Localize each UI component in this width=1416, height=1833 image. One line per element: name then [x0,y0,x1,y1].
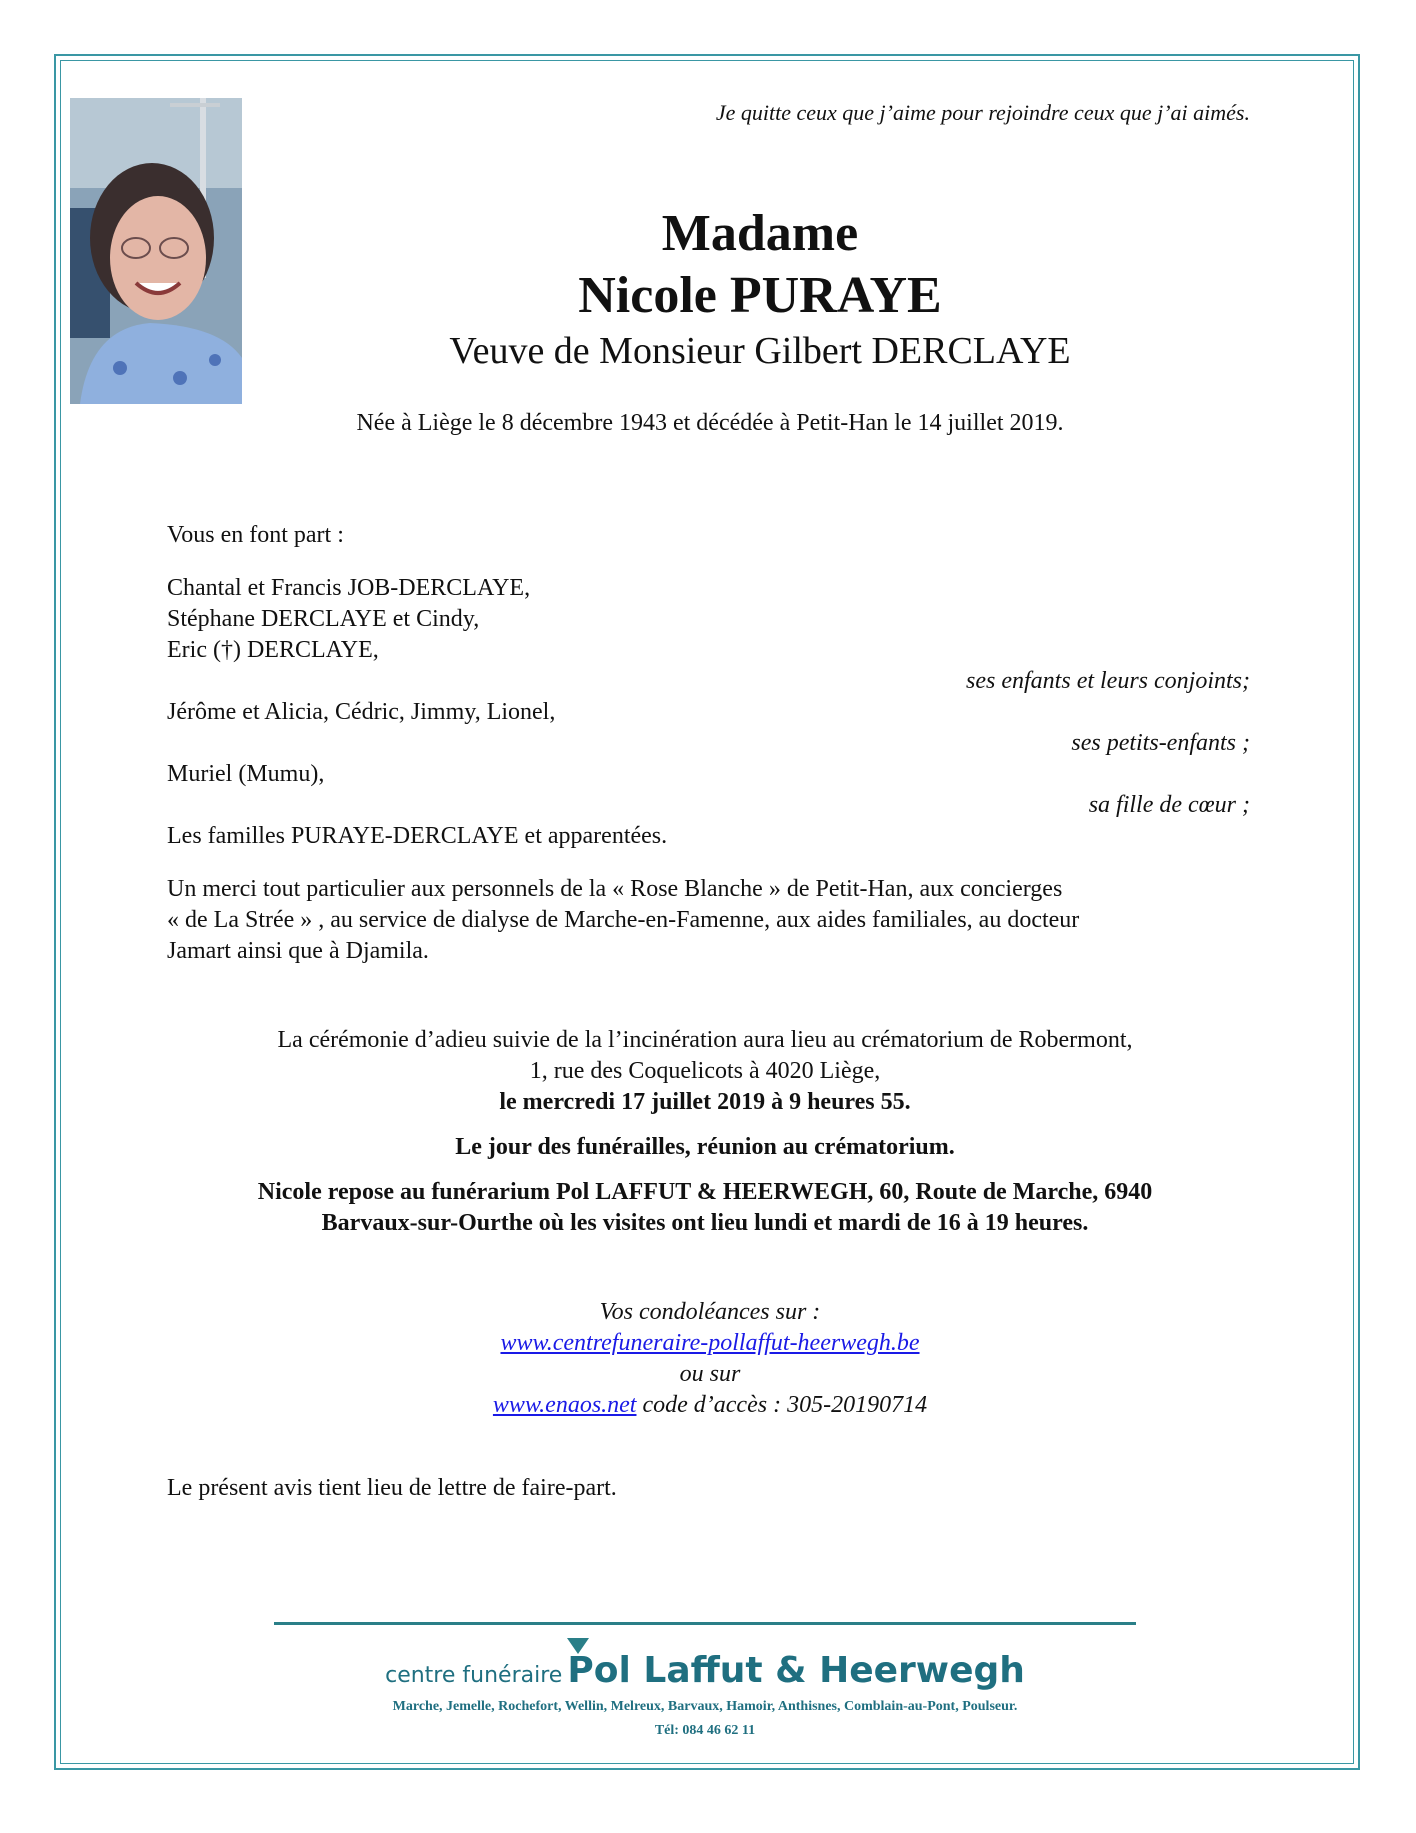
birth-death-dates: Née à Liège le 8 décembre 1943 et décédée à Petit-Han le 14 juillet 2019. [356,410,1064,436]
enaos-link[interactable]: www.enaos.net [492,1392,637,1418]
portrait-photo [70,98,242,404]
deceased-name: Nicole PURAYE [578,267,942,324]
footer-brand-name: Pol Laffut & Heerwegh [567,1650,1025,1691]
footer-phone: Tél: 084 46 62 11 [654,1723,756,1738]
ceremony-section [150,1025,1260,1239]
families-line: Les familles PURAYE-DERCLAYE et apparentées. [167,823,668,849]
family-section [167,520,1250,967]
grandchildren-label: ses petits-enfants ; [1071,730,1250,756]
meeting-note: Le jour des funérailles, réunion au crématorium. [455,1134,955,1160]
footer-brand [274,1650,1136,1691]
thanks-line: « de La Strée » , au service de dialyse de Marche-en-Famenne, aux aides familiales, au docteur [167,907,1080,933]
or-text: ou sur [679,1361,741,1387]
widow-of: Veuve de Monsieur Gilbert DERCLAYE [449,330,1071,372]
heart-daughter-line: Muriel (Mumu), [167,761,325,787]
footer-prefix: centre funéraire [385,1663,563,1688]
heading-block [300,205,1220,373]
announce-line: Vous en font part : [167,522,344,548]
child-line: Stéphane DERCLAYE et Cindy, [167,606,480,632]
thanks-line: Jamart ainsi que à Djamila. [167,938,429,964]
ceremony-line: La cérémonie d’adieu suivie de la l’incinération aura lieu au crématorium de Robermont, [277,1027,1133,1053]
final-note: Le présent avis tient lieu de lettre de faire-part. [167,1475,617,1501]
heart-daughter-label: sa fille de cœur ; [1088,792,1250,818]
footer-rule [274,1622,1136,1625]
children-label: ses enfants et leurs conjoints; [966,668,1250,694]
child-line: Chantal et Francis JOB-DERCLAYE, [167,575,531,601]
rest-line: Nicole repose au funérarium Pol LAFFUT & HEERWEGH, 60, Route de Marche, 6940 [257,1179,1153,1205]
footer-towns: Marche, Jemelle, Rochefort, Wellin, Melreux, Barvaux, Hamoir, Anthisnes, Comblain-au-Pont, Poulseur. [392,1699,1018,1714]
condolences-label: Vos condoléances sur : [599,1299,821,1325]
rest-line: Barvaux-sur-Ourthe où les visites ont lieu lundi et mardi de 16 à 19 heures. [321,1210,1089,1236]
ceremony-date: le mercredi 17 juillet 2019 à 9 heures 55. [499,1089,911,1115]
ceremony-address: 1, rue des Coquelicots à 4020 Liège, [529,1058,881,1084]
epitaph-quote: Je quitte ceux que j’aime pour rejoindre ceux que j’ai aimés. [715,100,1250,125]
funeral-center-link[interactable]: www.centrefuneraire-pollaffut-heerwegh.be [500,1330,920,1356]
condolences-section [300,1297,1120,1421]
thanks-line: Un merci tout particulier aux personnels de la « Rose Blanche » de Petit-Han, aux concierges [167,876,1063,902]
child-line: Eric (†) DERCLAYE, [167,637,379,663]
access-code: code d’accès : 305-20190714 [636,1392,928,1418]
honorific: Madame [661,205,859,262]
grandchildren-line: Jérôme et Alicia, Cédric, Jimmy, Lionel, [167,699,556,725]
